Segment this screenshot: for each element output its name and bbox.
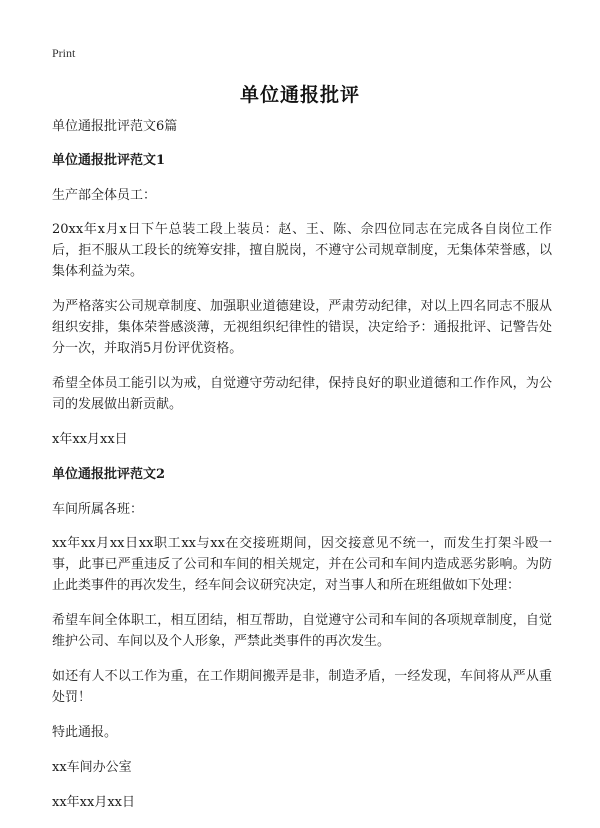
print-link[interactable]: Print [52, 46, 76, 60]
sample-2-paragraph: 如还有人不以工作为重，在工作期间搬弄是非，制造矛盾，一经发现，车间将从严从重处罚！ [52, 669, 552, 705]
sample-2-paragraph: 特此通报。 [52, 725, 118, 740]
sample-2-heading: 单位通报批评范文2 [52, 467, 166, 482]
sample-1-paragraph: 20xx年x月x日下午总装工段上装员：赵、王、陈、佘四位同志在完成各自岗位工作后，拒不服从工段长的统筹安排，擅自脱岗，不遵守公司规章制度，无集体荣誉感，以集体利益为荣。 [52, 222, 552, 279]
sample-2-paragraph: 希望车间全体职工，相互团结，相互帮助，自觉遵守公司和车间的各项规章制度，自觉维护公司、车间以及个人形象，严禁此类事件的再次发生。 [52, 613, 552, 649]
sample-1-heading: 单位通报批评范文1 [52, 153, 166, 168]
sample-2-paragraph: xx年xx月xx日xx职工xx与xx在交接班期间，因交接意见不统一，而发生打架斗殴一事，此事已严重违反了公司和车间的相关规定，并在公司和车间内造成恶劣影响。为防止此类事件的再次发生，经车间会议研究决定，对当事人和所在班组做如下处理： [52, 536, 552, 593]
sample-2-greeting: 车间所属各班： [52, 502, 144, 517]
sample-1-greeting: 生产部全体员工： [52, 188, 157, 203]
sample-2-signature: xx车间办公室 [52, 760, 132, 775]
sample-1-paragraph: 希望全体员工能引以为戒，自觉遵守劳动纪律，保持良好的职业道德和工作作风，为公司的发展做出新贡献。 [52, 376, 552, 412]
page-title: 单位通报批评 [239, 84, 360, 106]
document-intro: 单位通报批评范文6篇 [52, 119, 178, 134]
sample-1-date: x年xx月xx日 [52, 432, 128, 447]
sample-2-date: xx年xx月xx日 [52, 795, 135, 810]
sample-1-paragraph: 为严格落实公司规章制度、加强职业道德建设，严肃劳动纪律，对以上四名同志不服从组织安排，集体荣誉感淡薄，无视组织纪律性的错误，决定给予：通报批评、记警告处分一次，并取消5月份评优资格。 [52, 299, 552, 356]
document-body [52, 116, 552, 827]
